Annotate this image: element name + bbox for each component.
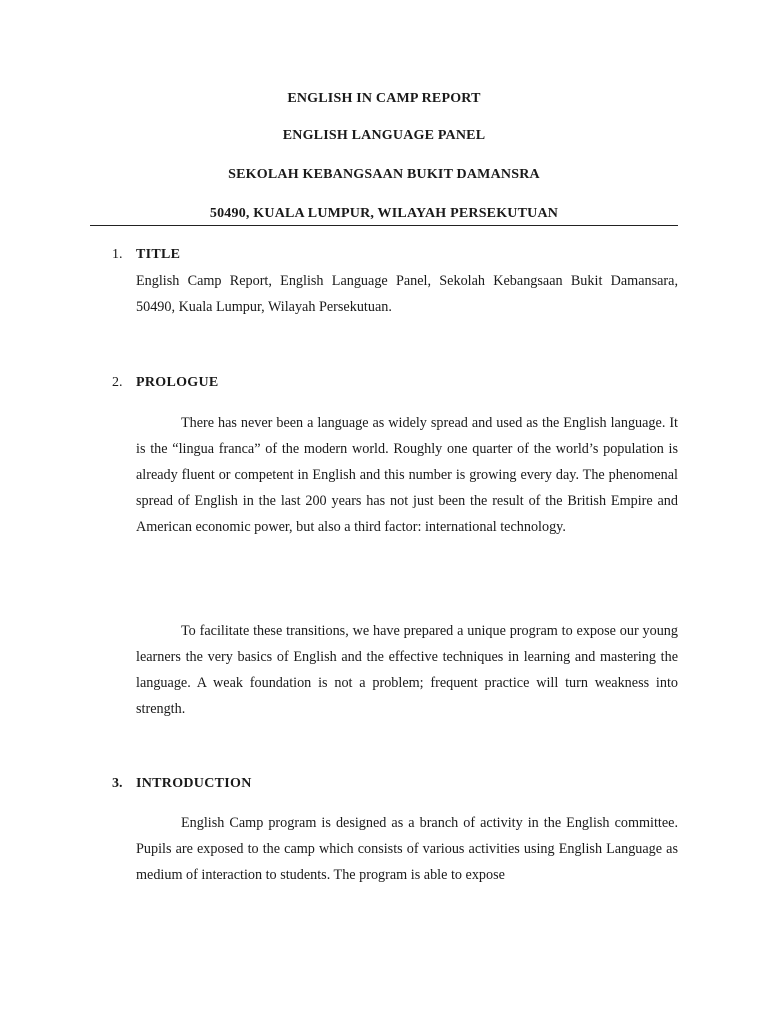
section-paragraph: There has never been a language as widely spread and used as the English language. It is the “lingua franca” of the modern world. Roughly one quarter of the world’s population is already fluent or competent in English and this number is growing every day. The phenomenal spread of English in the last 200 years has not just been the result of the British Empire and American economic power, but also a third factor: international technology.: [136, 415, 678, 535]
section-paragraph: English Camp Report, English Language Panel, Sekolah Kebangsaan Bukit Damansara, 50490, Kuala Lumpur, Wilayah Persekutuan.: [136, 273, 678, 315]
section-paragraph: To facilitate these transitions, we have prepared a unique program to expose our young learners the very basics of English and the effective techniques in learning and mastering the language. A weak foundation is not a problem; frequent practice will turn weakness into strength.: [136, 623, 678, 717]
section-paragraph: English Camp program is designed as a branch of activity in the English committee. Pupils are exposed to the camp which consists of various activities using English Language as medium of interaction to students. The program is able to expose: [136, 815, 678, 883]
school-address: 50490, KUALA LUMPUR, WILAYAH PERSEKUTUAN: [209, 206, 559, 221]
section-number: 1.: [112, 247, 123, 262]
header-divider: [90, 225, 678, 226]
panel-name: ENGLISH LANGUAGE PANEL: [282, 128, 486, 143]
section-number: 3.: [112, 776, 123, 791]
report-title: ENGLISH IN CAMP REPORT: [287, 91, 481, 106]
section-number: 2.: [112, 375, 123, 390]
section-title: TITLE: [136, 247, 181, 262]
section-title: INTRODUCTION: [136, 776, 252, 791]
section-title: PROLOGUE: [136, 375, 219, 390]
school-name: SEKOLAH KEBANGSAAN BUKIT DAMANSRA: [228, 167, 540, 182]
